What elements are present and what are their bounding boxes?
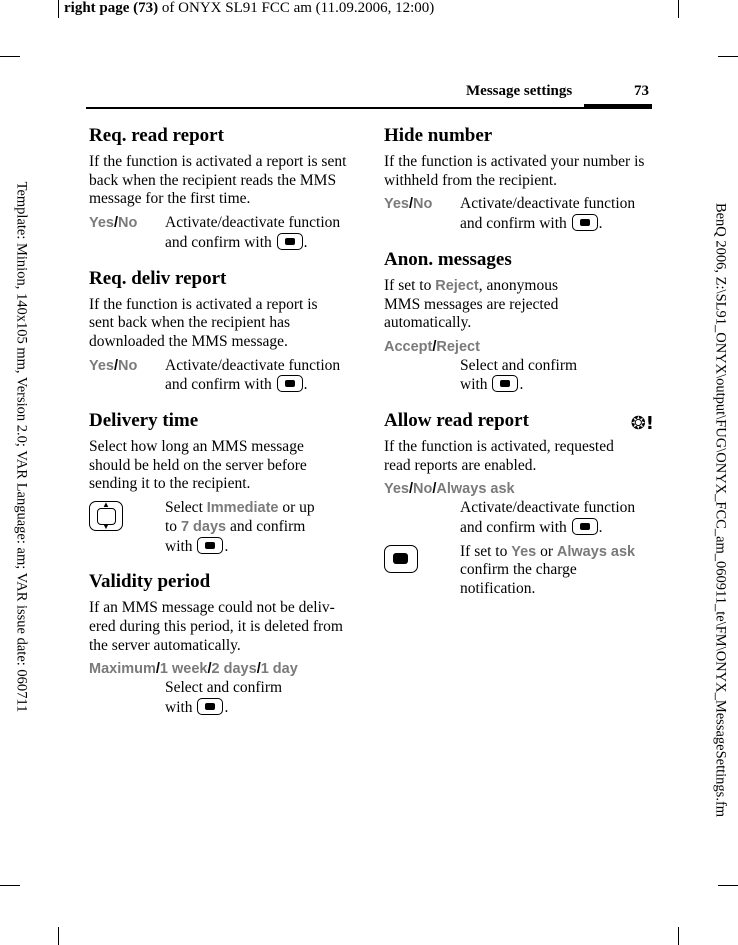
crop-mark (678, 0, 679, 18)
provider-dependent-icon: ❂! (630, 413, 654, 435)
right-column (384, 124, 654, 613)
section-validity-period (89, 570, 359, 717)
section-anon-messages (384, 248, 654, 395)
section-allow-read-report (384, 409, 654, 599)
option-block: Accept/Reject Select and confirm with . (384, 338, 578, 394)
page-title: Message settings (466, 83, 573, 99)
center-key-icon (277, 233, 303, 250)
file-path-info: BenQ 2006, Z:\SL91_ONYX\output\FUG\ONYX_FCC_am_060911_te\FM\ONYX_MessageSettings.fm (712, 202, 729, 818)
center-key-icon (384, 545, 418, 573)
section-title: Req. deliv report (89, 267, 227, 289)
template-info: Template: Minion, 140x105 mm, Version 2.0; VAR Language: am; VAR issue date: 060711 (13, 181, 30, 713)
center-key-icon (197, 537, 223, 554)
section-text: If the function is activated a report is sent back when the recipient has downloaded the MMS message. (89, 295, 318, 350)
crop-mark (58, 0, 59, 18)
section-text: Select how long an MMS message should be held on the server before sending it to the recipient. (89, 438, 307, 493)
section-text: If an MMS message could not be deliv-ered during this period, it is deleted from the server automatically. (89, 599, 343, 654)
section-req-deliv-report (89, 267, 359, 396)
print-header: right page (73) of ONYX SL91 FCC am (11.09.2006, 12:00) (64, 0, 435, 16)
option-block: Maximum/1 week/2 days/1 day Select and confirm with . (89, 661, 298, 716)
section-req-read-report (89, 124, 359, 253)
navigation-key-icon: ▲ ▼ (89, 501, 123, 531)
option-row: Yes/No Activate/deactivate function and confirm with . (89, 356, 341, 394)
page-number: 73 (634, 83, 649, 99)
section-title: Delivery time (89, 410, 199, 432)
section-title: Validity period (89, 571, 211, 593)
section-title: Allow read report (384, 410, 529, 432)
section-title: Hide number (384, 125, 493, 146)
section-text: If set to Reject, anonymous MMS messages are rejected automatically. (384, 276, 559, 332)
crop-mark (0, 56, 20, 57)
section-text: If the function is activated a report is sent back when the recipient reads the MMS message for the first time. (89, 153, 347, 208)
center-key-icon (197, 698, 223, 715)
crop-mark (58, 927, 59, 945)
center-key-icon (572, 214, 598, 231)
crop-mark (678, 927, 679, 945)
section-text: If the function is activated, requested read reports are enabled. (384, 438, 614, 474)
section-hide-number (384, 124, 654, 234)
crop-mark (718, 56, 738, 57)
header-rule (86, 107, 652, 109)
header-rule-accent (584, 104, 652, 109)
left-column (89, 124, 359, 731)
option-row: Yes/No Activate/deactivate function and confirm with . (384, 195, 636, 233)
center-key-icon (277, 375, 303, 392)
section-title: Req. read report (89, 125, 224, 146)
center-key-icon (492, 375, 518, 392)
section-title: Anon. messages (384, 248, 512, 270)
crop-mark (0, 885, 20, 886)
center-key-icon (572, 518, 598, 535)
option-row: ▲ ▼ Select Immediate or up to 7 days and confirm with . (89, 499, 359, 556)
section-text: If the function is activated your number is withheld from the recipient. (384, 153, 645, 189)
option-block: Yes/No/Always ask Activate/deactivate function and confirm with . (384, 481, 636, 536)
note-row: If set to Yes or Always ask confirm the charge notification. (384, 543, 654, 599)
section-delivery-time (89, 409, 359, 556)
option-row: Yes/No Activate/deactivate function and confirm with . (89, 214, 341, 251)
